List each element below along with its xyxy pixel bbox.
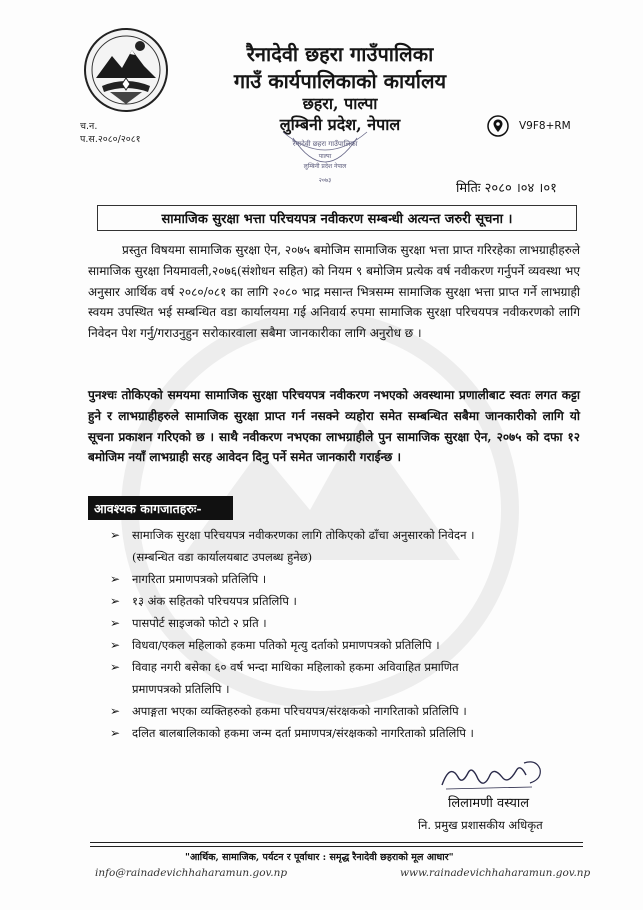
list-item-text: अपाङ्गता भएका व्यक्तिहरुको हकमा परिचयपत्र/संरक्षकको नागरिताको प्रतिलिपि । — [132, 704, 467, 718]
required-documents-list — [110, 524, 580, 744]
list-item-text: सामाजिक सुरक्षा परिचयपत्र नवीकरणका लागि तोकिएको ढाँचा अनुसारको निवेदन । — [132, 528, 475, 542]
list-item-text: दलित बालबालिकाको हकमा जन्म दर्ता प्रमाणपत्र/संरक्षकको नागरिताको प्रतिलिपि । — [132, 726, 474, 740]
notice-title: सामाजिक सुरक्षा भत्ता परिचयपत्र नवीकरण सम्बन्धी अत्यन्त जरुरी सूचना । — [97, 205, 577, 231]
arrow-bullet-icon: ➢ — [110, 660, 121, 674]
list-item — [110, 700, 580, 722]
arrow-bullet-icon: ➢ — [110, 704, 121, 718]
office-name: गाउँ कार्यपालिकाको कार्यालय — [233, 69, 447, 93]
svg-text:लुम्बिनी प्रदेश नेपाल: लुम्बिनी प्रदेश नेपाल — [303, 163, 347, 170]
arrow-bullet-icon: ➢ — [110, 572, 121, 586]
footer-website-link[interactable]: www.rainadevichhaharamun.gov.np — [400, 867, 591, 879]
signatory-name: लिलामणी वस्याल — [448, 796, 530, 811]
footer-email-link[interactable]: info@rainadevichhaharamun.gov.np — [95, 867, 288, 879]
list-item-text: नागरिता प्रमाणपत्रको प्रतिलिपि । — [132, 572, 267, 586]
list-item-subtext: प्रमाणपत्रको प्रतिलिपि । — [132, 682, 230, 696]
notice-date: मितिः २०८० ।०४ ।०१ — [456, 181, 557, 196]
reference-numbers — [80, 120, 141, 146]
arrow-bullet-icon: ➢ — [110, 638, 121, 652]
footer-divider — [90, 846, 583, 847]
signatory-title: नि. प्रमुख प्रशासकीय अधिकृत — [418, 818, 543, 832]
list-item — [110, 634, 580, 656]
notice-postscript-paragraph: पुनश्चः तोकिएको समयमा सामाजिक सुरक्षा परिचयपत्र नवीकरण नभएको अवस्थामा प्रणालीबाट स्वतः लगत कट्टा हुने र लाभग्राहीहरुले सामाजिक सुरक्षा प्राप्त गर्न नसक्ने व्यहोरा समेत सम्बन्धित सबैमा जानकारीको लागि यो सूचना प्रकाशन गरिएको छ । साथै नवीकरण नभएका लाभग्राहीले पुन सामाजिक सुरक्षा ऐन, २०७५ को दफा १२ बमोजिम नयाँ लाभग्राही सरह आवेदन दिनु पर्ने समेत जानकारी गराईन्छ । — [88, 388, 580, 465]
footer-divider — [90, 842, 583, 843]
arrow-bullet-icon: ➢ — [110, 616, 121, 630]
arrow-bullet-icon: ➢ — [110, 594, 121, 608]
list-item — [110, 656, 580, 700]
list-item — [110, 568, 580, 590]
svg-text:रैनादेवी छहरा गाउँपालिका: रैनादेवी छहरा गाउँपालिका — [292, 140, 358, 148]
arrow-bullet-icon: ➢ — [110, 528, 121, 542]
province-name: लुम्बिनी प्रदेश, नेपाल — [279, 115, 401, 134]
arrow-bullet-icon: ➢ — [110, 726, 121, 740]
required-documents-heading: आवश्यक कागजातहरुः- — [88, 496, 233, 520]
list-item — [110, 590, 580, 612]
list-item — [110, 524, 580, 568]
list-item-text: पासपोर्ट साइजको फोटो २ प्रति । — [132, 616, 267, 630]
location-block — [487, 115, 571, 137]
footer-slogan: "आर्थिक, सामाजिक, पर्यटन र पूर्वाधार : समृद्ध रैनादेवी छहराको मूल आधार" — [185, 852, 454, 863]
office-stamp — [275, 128, 375, 192]
svg-text:पाल्पा: पाल्पा — [318, 153, 332, 160]
letter-number-label: प.स.२०८०/२०८१ — [80, 134, 141, 145]
dispatch-number-label: च.न. — [80, 121, 98, 132]
list-item-text: विवाह नगरी बसेका ६० वर्ष भन्दा माथिका महिलाको हकमा अविवाहित प्रमाणित — [132, 660, 459, 674]
list-item-text: १३ अंक सहितको परिचयपत्र प्रतिलिपि । — [132, 594, 297, 608]
location-pin-icon — [487, 115, 509, 137]
notice-body-paragraph: प्रस्तुत विषयमा सामाजिक सुरक्षा ऐन, २०७५ बमोजिम सामाजिक सुरक्षा भत्ता प्राप्त गरिरहेका लाभग्राहीहरुले सामाजिक सुरक्षा नियमावली,२०७६(संशोधन सहित) को नियम ९ बमोजिम प्रत्येक वर्ष नवीकरण गर्नुपर्ने व्यवस्था भए अनुसार आर्थिक वर्ष २०८०/०८१ का लागि २०८० भाद्र मसान्त भित्रसम्म सामाजिक सुरक्षा भत्ता प्राप्त गर्ने लाभग्राही स्वयम उपस्थित भई सम्बन्धित वडा कार्यालयमा गई अनिवार्य रुपमा सामाजिक सुरक्षा परिचयपत्र नवीकरणको लागि निवेदन पेश गर्नु/गराउनुहुन सरोकारवाला सबैमा जानकारीका लागि अनुरोध छ । — [88, 243, 580, 341]
plus-code: V9F8+RM — [519, 120, 571, 132]
list-item — [110, 722, 580, 744]
list-item-text: विधवा/एकल महिलाको हकमा पतिको मृत्यु दर्ताको प्रमाणपत्रको प्रतिलिपि । — [132, 638, 440, 652]
signature-mark — [432, 755, 552, 795]
svg-text:२०७३: २०७३ — [318, 177, 332, 184]
office-address: छहरा, पाल्पा — [302, 94, 378, 113]
government-emblem-icon — [82, 26, 170, 114]
municipality-name: रैनादेवी छहरा गाउँपालिका — [246, 42, 434, 66]
list-item-subtext: (सम्बन्धित वडा कार्यालयबाट उपलब्ध हुनेछ) — [132, 550, 313, 564]
list-item — [110, 612, 580, 634]
